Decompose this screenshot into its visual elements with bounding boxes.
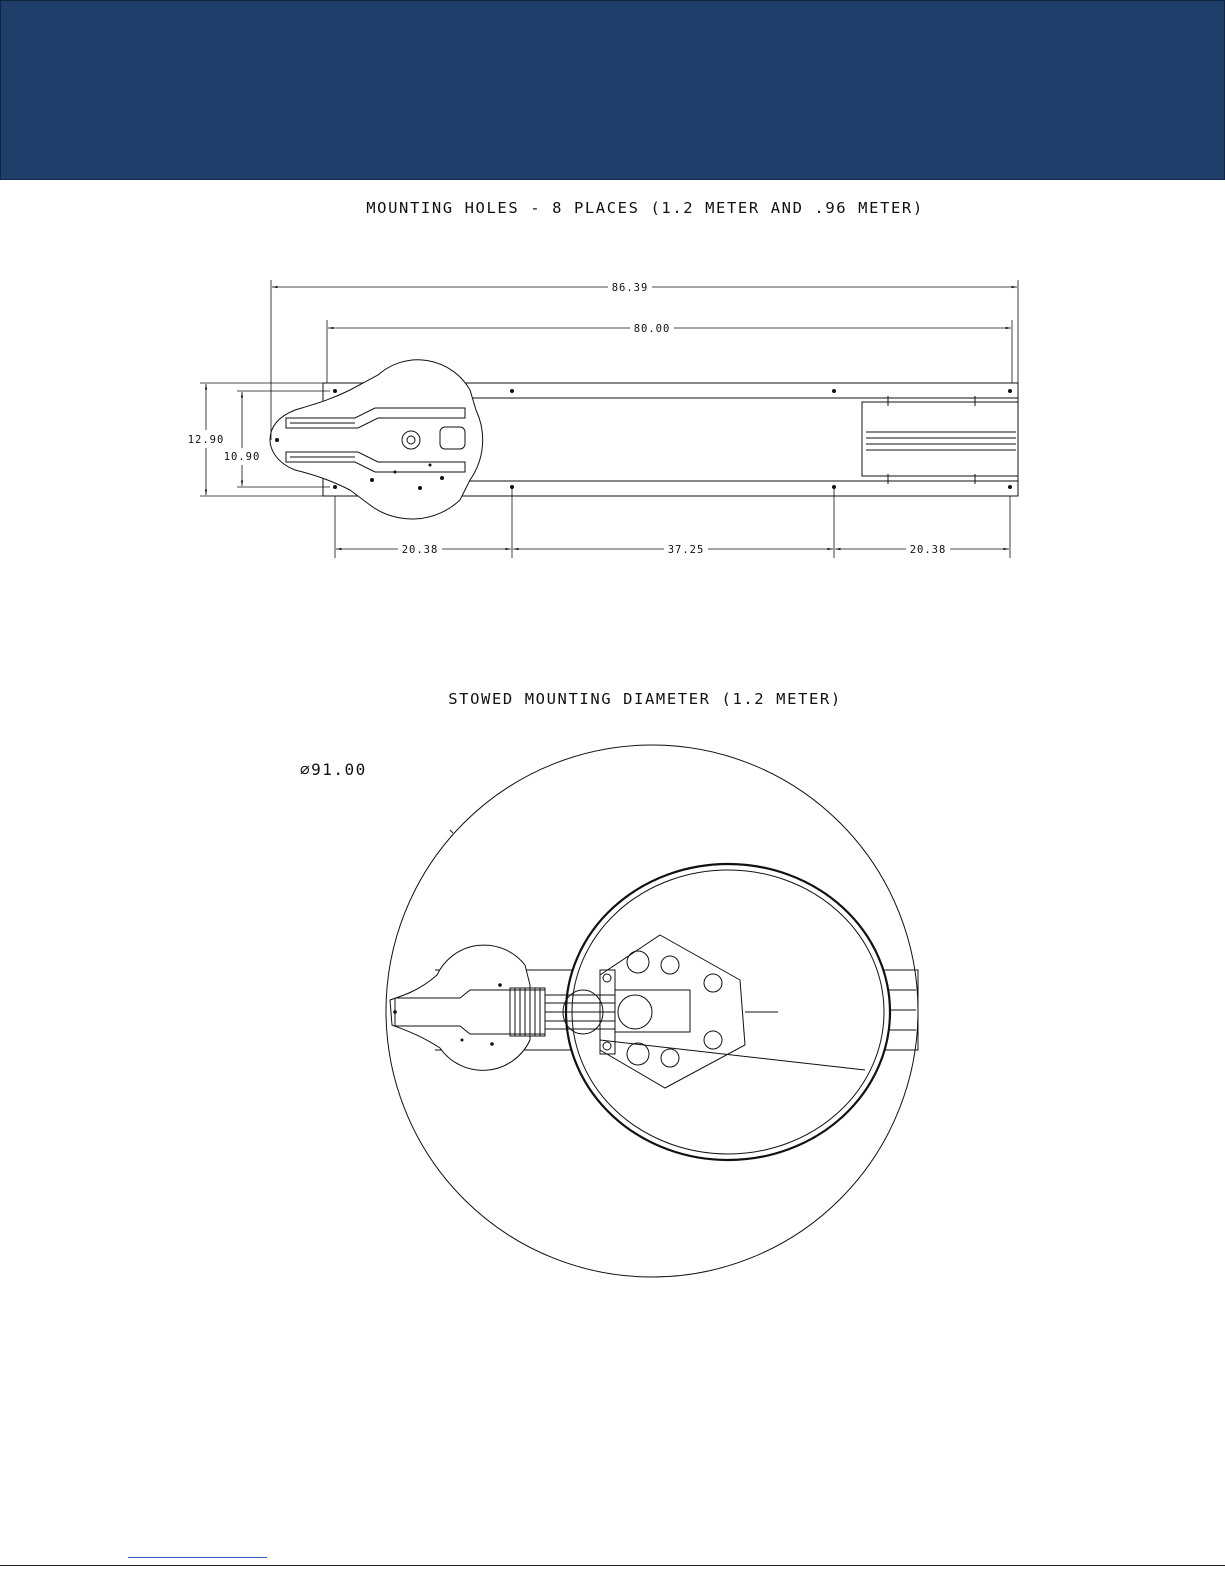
dimension-hole-span: 80.00 bbox=[633, 323, 671, 335]
dimension-segment-middle: 37.25 bbox=[667, 544, 705, 556]
footer-rule bbox=[0, 1565, 1225, 1566]
dimension-segment-left: 20.38 bbox=[401, 544, 439, 556]
stowed-view-title: STOWED MOUNTING DIAMETER (1.2 METER) bbox=[448, 690, 842, 708]
top-view-drawing bbox=[270, 360, 1018, 519]
top-view-title: MOUNTING HOLES - 8 PLACES (1.2 METER AND .96 METER) bbox=[366, 199, 924, 217]
dimension-overall-length: 86.39 bbox=[611, 282, 649, 294]
stowed-view-drawing bbox=[386, 745, 918, 1277]
dimension-overall-width: 12.90 bbox=[187, 434, 225, 446]
dimension-hole-width: 10.90 bbox=[223, 451, 261, 463]
dimension-segment-right: 20.38 bbox=[909, 544, 947, 556]
diameter-label: ∅91.00 bbox=[300, 760, 367, 779]
footer-link-underline[interactable] bbox=[128, 1557, 267, 1558]
